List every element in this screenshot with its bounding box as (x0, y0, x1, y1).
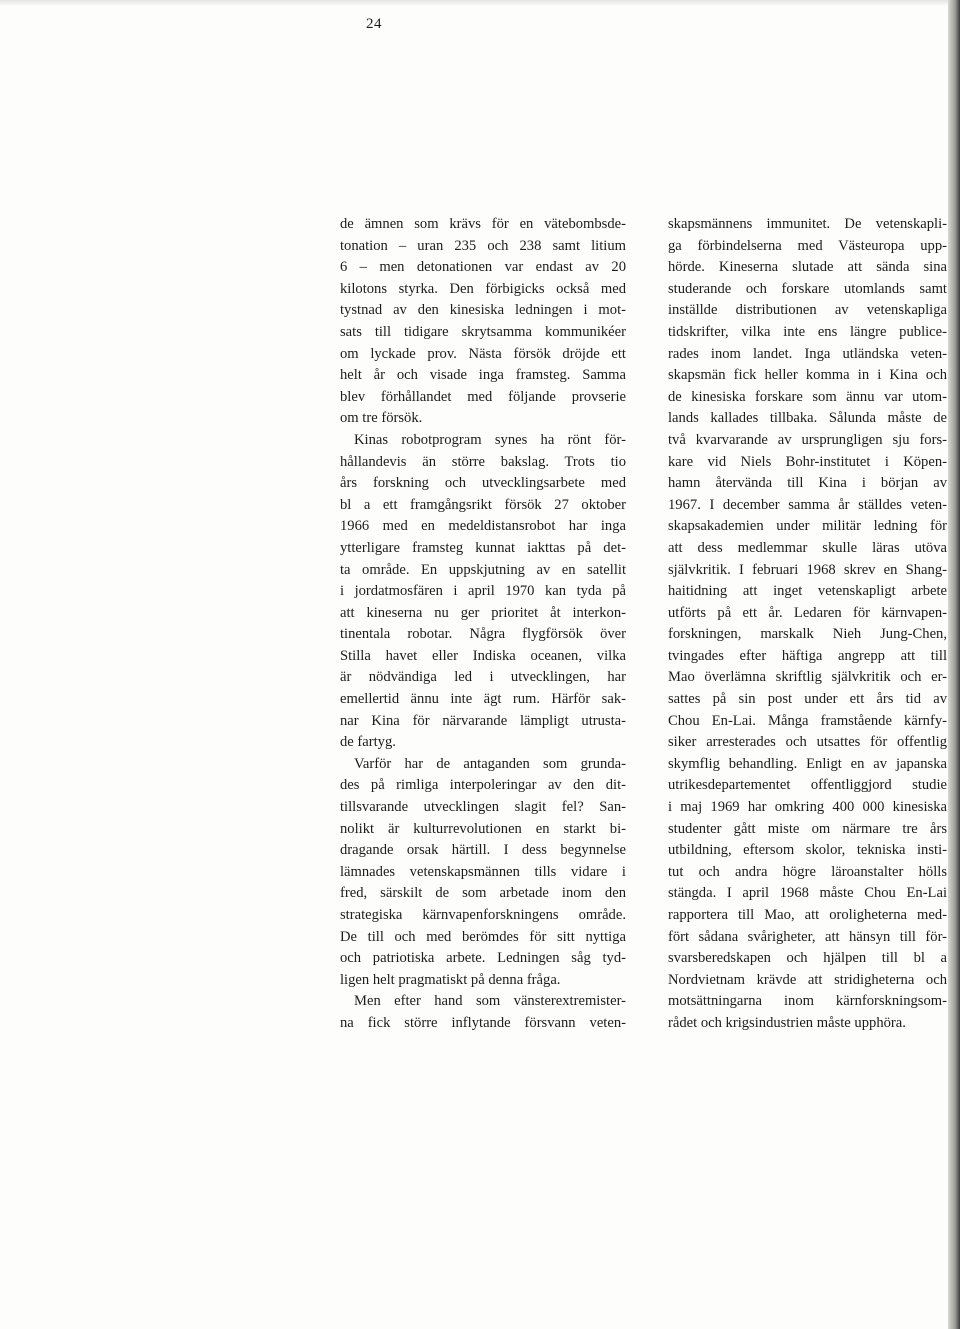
text-line: strategiska kärnvapenforskningens område. (340, 907, 626, 923)
text-line: nar Kina för närvarande lämpligt utrusta- (340, 712, 626, 729)
text-line: des på rimliga interpoleringar av den dit- (340, 777, 626, 794)
page-number: 24 (366, 16, 382, 32)
text-line: 6 – men detonationen var endast av 20 (340, 259, 626, 276)
text-line: inställde distributionen av vetenskapliga (668, 302, 947, 319)
text-line: att kineserna nu ger prioritet åt interkon- (340, 604, 626, 621)
text-line: ytterligare framsteg kunnat iakttas på det- (340, 539, 626, 556)
text-line: na fick större inflytande försvann veten- (340, 1014, 626, 1031)
text-line: tonation – uran 235 och 238 samt litium (340, 237, 626, 254)
text-line: studenter gått miste om närmare tre års (668, 820, 947, 837)
text-line: hamn återvända till Kina i början av (668, 475, 947, 492)
text-line: kilotons styrka. Den förbigicks också med (340, 280, 626, 297)
text-line: skymflig behandling. Enligt en av japanska (668, 755, 947, 772)
text-line: blev förhållandet med följande provserie (340, 388, 626, 405)
text-line: och patriotiska arbete. Ledningen såg tyd- (340, 950, 626, 967)
top-edge-shadow (0, 0, 960, 6)
text-line: Chou En-Lai. Många framstående kärnfy- (668, 712, 947, 729)
text-line: utförts på ett år. Ledaren för kärnvapen- (668, 604, 947, 621)
text-line: skapsmän fick heller komma in i Kina och (668, 367, 947, 384)
text-line: ta område. En uppskjutning av en satellit (340, 561, 626, 578)
text-line: rades inom landet. Inga utländska veten- (668, 345, 947, 362)
text-line: De till och med berömdes för sitt nyttiga (340, 928, 626, 945)
text-line: Stilla havet eller Indiska oceanen, vilka (340, 647, 626, 664)
text-line: skapsakademien under militär ledning för (668, 518, 947, 535)
text-line: i maj 1969 har omkring 400 000 kinesiska (668, 799, 947, 816)
text-line: tystnad av den kinesiska ledningen i mot- (340, 302, 626, 319)
text-line: i jordatmosfären i april 1970 kan tyda på (340, 583, 626, 600)
text-line: tidskrifter, vilka inte ens längre publice- (668, 323, 947, 340)
text-line: svarsberedskapen och hjälpen till bl a (668, 950, 947, 967)
text-line: siker arresterades och utsattes för offentlig (668, 734, 947, 751)
text-line: de fartyg. (340, 734, 396, 751)
text-line: tvingades efter häftiga angrepp att till (668, 647, 947, 664)
text-line: rådet och krigsindustrien måste upphöra. (668, 1014, 906, 1031)
text-line: Mao överlämna skriftlig självkritik och er- (668, 669, 947, 686)
text-line: två kvarvarande av ursprungligen sju fors- (668, 431, 947, 448)
text-line: tut och andra högre läroanstalter hölls (668, 863, 947, 880)
text-line: lämnades vetenskapsmännen tills vidare i (340, 863, 626, 880)
text-line: de ämnen som krävs för en vätebombsde- (340, 216, 626, 232)
text-line: helt år och visade inga framsteg. Samma (340, 367, 626, 384)
text-line: fört sådana svårigheter, att hänsyn till för- (668, 928, 947, 945)
text-line: om tre försök. (340, 410, 423, 427)
text-line: haitidning att inget vetenskapligt arbete (668, 583, 947, 600)
scan-edge-strip (948, 0, 960, 1329)
text-line: tillsvarande utvecklingen slagit fel? San- (340, 799, 626, 816)
text-line: dragande orsak härtill. I dess begynnelse (340, 842, 626, 859)
text-line: hållandevis än större bakslag. Trots tio (340, 453, 626, 470)
text-line: emellertid ännu inte ägt rum. Härför sak- (340, 691, 626, 708)
text-line: ga förbindelserna med Västeuropa upp- (668, 237, 947, 254)
text-line: kare vid Niels Bohr-institutet i Köpen- (668, 453, 947, 470)
text-line: nolikt är kulturrevolutionen en starkt bi- (340, 820, 626, 837)
text-line: Nordvietnam krävde att stridigheterna och (668, 971, 947, 988)
text-line: lands kallades tillbaka. Sålunda måste de (668, 410, 947, 427)
right-text-column (668, 214, 947, 1035)
text-line: utbildning, eftersom skolor, tekniska insti- (668, 842, 947, 859)
text-line: 1967. I december samma år ställdes veten- (668, 496, 947, 513)
text-line: Varför har de antaganden som grunda- (354, 755, 626, 772)
text-line: om lyckade prov. Nästa försök dröjde ett (340, 345, 626, 362)
text-line: Men efter hand som vänsterextremister- (354, 993, 626, 1010)
text-line: forskningen, marskalk Nieh Jung-Chen, (668, 626, 947, 643)
text-line: motsättningarna inom kärnforskningsom- (668, 993, 947, 1010)
text-line: rapportera till Mao, att oroligheterna med- (668, 907, 947, 923)
left-text-column (340, 214, 626, 1035)
text-line: sats till tidigare skrytsamma kommunikéer (340, 323, 626, 340)
text-line: tinentala robotar. Några flygförsök över (340, 626, 626, 643)
text-line: de kinesiska forskare som ännu var utom- (668, 388, 947, 405)
text-line: hörde. Kineserna slutade att sända sina (668, 259, 947, 276)
text-line: stängda. I april 1968 måste Chou En-Lai (668, 885, 947, 902)
text-line: skapsmännens immunitet. De vetenskapli- (668, 216, 947, 232)
text-line: 1966 med en medeldistansrobot har inga (340, 518, 626, 535)
text-line: Kinas robotprogram synes ha rönt för- (354, 431, 626, 448)
text-line: självkritik. I februari 1968 skrev en Shang- (668, 561, 947, 578)
text-line: utrikesdepartementet offentliggjord studie (668, 777, 947, 794)
text-line: års forskning och utvecklingsarbete med (340, 475, 626, 492)
text-line: fred, särskilt de som arbetade inom den (340, 885, 626, 902)
text-line: ligen helt pragmatiskt på denna fråga. (340, 971, 561, 988)
text-line: att dess medlemmar skulle läras utöva (668, 539, 947, 556)
text-line: studerande och forskare utomlands samt (668, 280, 947, 297)
text-line: sattes på sin post under ett års tid av (668, 691, 947, 708)
text-line: är nödvändiga led i utvecklingen, har (340, 669, 626, 686)
text-line: bl a ett framgångsrikt försök 27 oktober (340, 496, 626, 513)
